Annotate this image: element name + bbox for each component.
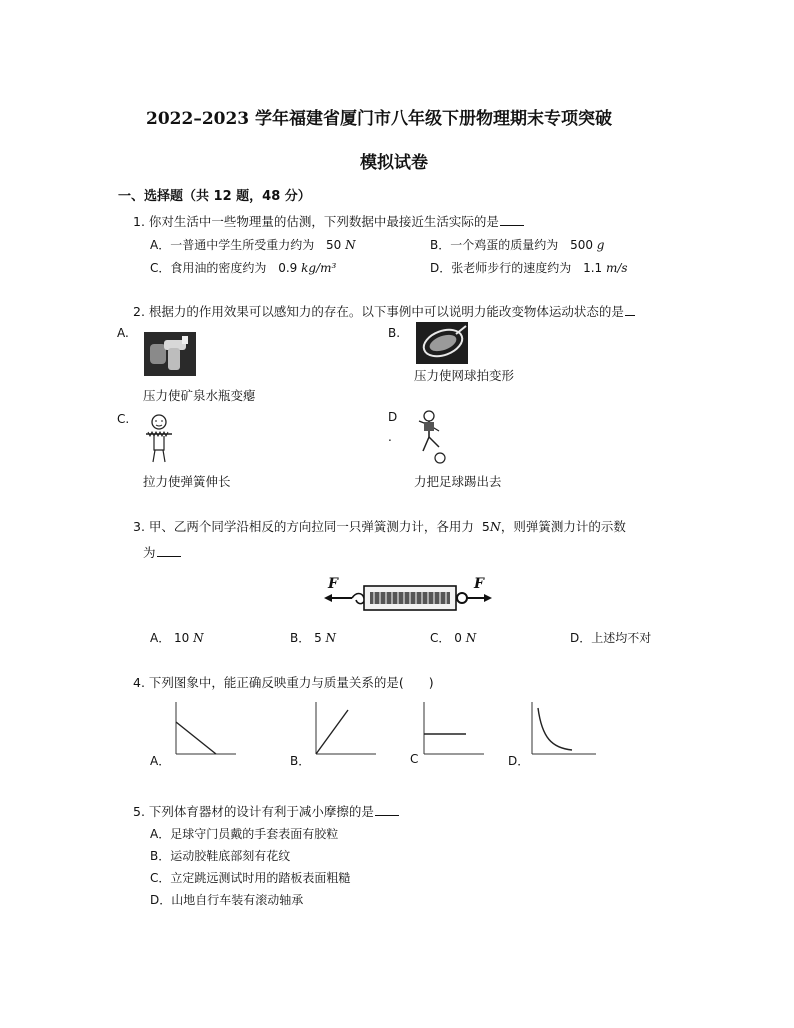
question-number: 5. xyxy=(133,804,145,819)
option-unit: N xyxy=(345,238,356,252)
option-value: 50 xyxy=(326,238,342,252)
football-kick-icon xyxy=(416,408,450,466)
option-letter-b: B. xyxy=(388,326,401,340)
option-d xyxy=(430,259,628,276)
force-label-left: F xyxy=(328,576,338,592)
answer-blank xyxy=(375,814,399,816)
option-d: D．上述均不对 xyxy=(570,631,652,645)
option-c: C．立定跳远测试时用的踏板表面粗糙 xyxy=(150,871,351,885)
option-b: B． xyxy=(290,754,311,768)
force-unit: N xyxy=(489,519,501,534)
force-label-right: F xyxy=(474,576,484,592)
bottle-squeeze-icon xyxy=(144,332,196,376)
graph-a-decreasing xyxy=(168,698,240,762)
question-stem: 根据力的作用效果可以感知力的存在。以下事例中可以说明力能改变物体运动状态的是 xyxy=(148,304,624,319)
option-unit: N xyxy=(465,631,477,645)
question-number: 2. xyxy=(133,304,145,319)
option-label: A． xyxy=(150,631,171,645)
option-unit: g xyxy=(596,238,605,252)
question-3-line2 xyxy=(143,543,181,561)
question-4 xyxy=(133,673,434,691)
option-letter-d-dot: . xyxy=(388,430,392,444)
answer-blank xyxy=(500,224,524,226)
option-label: B．一个鸡蛋的质量约为 xyxy=(430,238,559,252)
option-unit: N xyxy=(325,631,337,645)
graph-c-constant xyxy=(416,698,488,762)
option-d: D．山地自行车装有滚动轴承 xyxy=(150,893,304,907)
option-caption-d: 力把足球踢出去 xyxy=(414,474,502,489)
spring-scale-figure xyxy=(322,574,494,616)
option-value: 500 xyxy=(570,238,593,252)
graph-b-proportional xyxy=(308,698,380,762)
option-a: A．足球守门员戴的手套表面有胶粒 xyxy=(150,827,339,841)
option-c xyxy=(430,629,476,646)
option-a xyxy=(150,236,356,253)
question-1 xyxy=(133,212,524,230)
question-2 xyxy=(133,302,635,320)
section-heading: 一、选择题（共 12 题，48 分） xyxy=(118,189,311,204)
question-stem-line2: 为 xyxy=(143,545,156,560)
answer-blank xyxy=(157,555,181,557)
option-a xyxy=(150,629,204,646)
option-value: 10 xyxy=(174,631,190,645)
option-b xyxy=(290,629,336,646)
option-letter-a: A. xyxy=(117,326,129,340)
option-value: 0 xyxy=(454,631,462,645)
answer-blank xyxy=(625,314,635,316)
option-caption-a: 压力使矿泉水瓶变瘪 xyxy=(143,388,256,403)
question-stem: 下列体育器材的设计有利于减小摩擦的是 xyxy=(148,804,374,819)
question-stem: 甲、乙两个同学沿相反的方向拉同一只弹簧测力计，各用力 xyxy=(148,519,474,534)
option-label: B． xyxy=(290,631,311,645)
option-unit: N xyxy=(193,631,204,645)
option-label: A．一普通中学生所受重力约为 xyxy=(150,238,315,252)
option-a: A． xyxy=(150,754,171,768)
option-letter-c: C. xyxy=(117,412,130,426)
question-stem: 你对生活中一些物理量的估测，下列数据中最接近生活实际的是 xyxy=(148,214,499,229)
page-title: 2022–2023 学年福建省厦门市八年级下册物理期末专项突破 xyxy=(146,109,613,129)
question-number: 4. xyxy=(133,675,145,690)
option-caption-b: 压力使网球拍变形 xyxy=(414,368,515,383)
option-value: 0.9 xyxy=(278,261,298,275)
option-letter-d: D xyxy=(388,410,398,424)
question-stem-end: ，则弹簧测力计的示数 xyxy=(500,519,626,534)
option-label: C． xyxy=(430,631,451,645)
option-caption-c: 拉力使弹簧伸长 xyxy=(143,474,231,489)
tennis-racket-icon xyxy=(416,322,468,364)
option-b: B．运动胶鞋底部刻有花纹 xyxy=(150,849,291,863)
question-5 xyxy=(133,802,399,820)
graph-d-inverse xyxy=(524,698,600,762)
option-unit: kg/m³ xyxy=(301,261,337,275)
spring-stretch-icon xyxy=(144,410,174,466)
question-number: 1. xyxy=(133,214,145,229)
option-value: 5 xyxy=(314,631,322,645)
option-unit: m/s xyxy=(606,261,628,275)
question-stem: 下列图象中，能正确反映重力与质量关系的是( ) xyxy=(148,675,434,690)
option-c xyxy=(150,259,336,276)
force-value: 5 xyxy=(481,519,490,534)
option-c: C xyxy=(410,752,419,766)
page-title-line2: 模拟试卷 xyxy=(360,153,428,173)
option-d: D． xyxy=(508,754,530,768)
question-3 xyxy=(133,517,626,535)
option-label: D．张老师步行的速度约为 xyxy=(430,261,572,275)
question-number: 3. xyxy=(133,519,145,534)
option-value: 1.1 xyxy=(583,261,603,275)
option-label: C．食用油的密度约为 xyxy=(150,261,267,275)
option-b xyxy=(430,236,604,253)
